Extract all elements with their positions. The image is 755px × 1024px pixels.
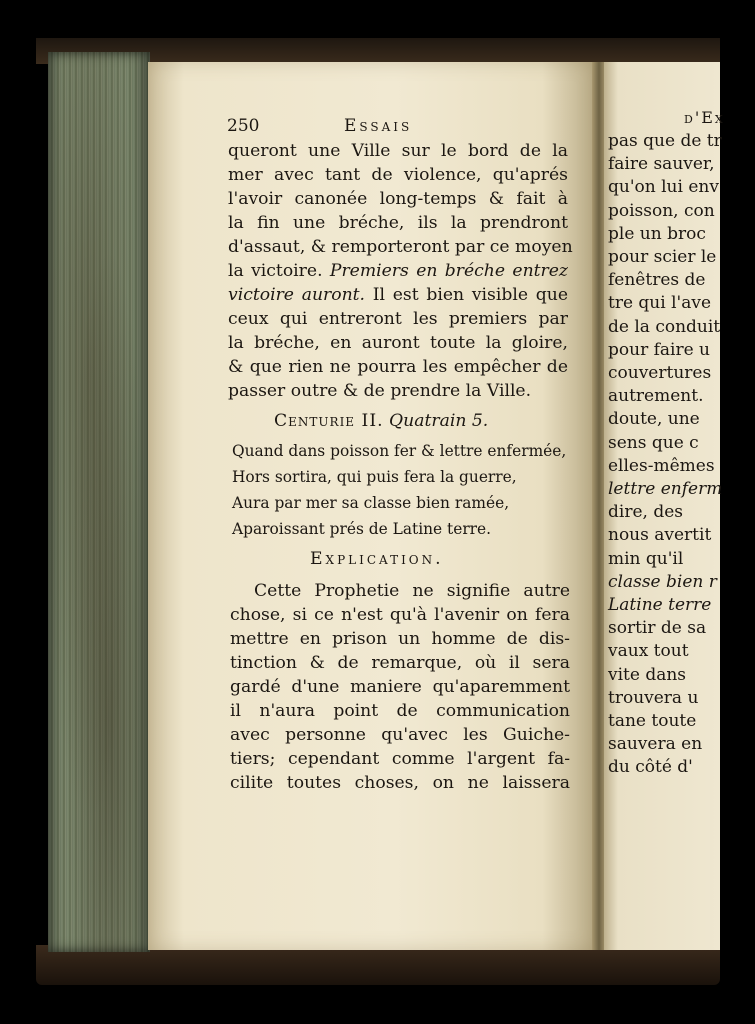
text-roman: Il est bien visible que	[372, 285, 568, 305]
section-heading-roman: Centurie II.	[274, 411, 384, 431]
right-text-line: classe bien r	[608, 571, 717, 592]
right-text-line: ple un broc	[608, 223, 706, 244]
quatrain-line: Aparoissant prés de Latine terre.	[232, 520, 492, 538]
text-line: ceux qui entreront les premiers par	[228, 309, 568, 329]
right-text-line: fenêtres de	[608, 270, 706, 291]
right-text-line: min qu'il	[608, 548, 684, 569]
right-text-line: dire, des	[608, 502, 683, 523]
right-text-line: pas que de tr	[608, 131, 722, 151]
text-line: queront une Ville sur le bord de la	[228, 141, 568, 161]
text-line: & que rien ne pourra les empêcher de	[228, 357, 568, 377]
text-line: tinction & de remarque, où il sera	[230, 653, 570, 673]
section-heading-italic: Quatrain 5.	[389, 411, 489, 431]
text-line: la fin une bréche, ils la prendront	[228, 213, 568, 233]
right-text-line: trouvera u	[608, 687, 699, 708]
text-line: avec personne qu'avec les Guiche-	[230, 725, 570, 745]
right-text-line: de la conduit	[608, 316, 721, 337]
text-line: cilite toutes choses, on ne laissera	[230, 773, 570, 793]
right-text-line: autrement.	[608, 386, 704, 407]
right-text-line: faire sauver,	[608, 154, 715, 175]
explication-heading: Explication.	[310, 549, 444, 569]
right-text-line: couvertures	[608, 363, 712, 383]
text-line: il n'aura point de communication	[230, 701, 570, 721]
right-page-clip	[604, 62, 725, 950]
right-running-head: d'Ex	[684, 108, 725, 127]
quatrain-line: Aura par mer sa classe bien ramée,	[232, 494, 510, 512]
right-text-line: pour faire u	[608, 339, 710, 360]
text-line: mer avec tant de violence, qu'aprés	[228, 165, 568, 185]
right-text-line: vite dans	[608, 664, 687, 685]
page-number: 250	[227, 116, 260, 136]
right-text-line: vaux tout	[608, 641, 689, 662]
right-text-line: tane toute	[608, 711, 697, 731]
text-roman: la victoire.	[228, 261, 323, 281]
right-text-line: pour scier le	[608, 247, 717, 267]
right-text-line: tre qui l'ave	[608, 293, 712, 314]
right-text-line: sortir de sa	[608, 618, 707, 639]
text-line: Cette Prophetie ne signifie autre	[254, 581, 570, 601]
right-text-line: lettre enferm	[608, 479, 723, 499]
right-text-line: doute, une	[608, 409, 700, 430]
right-text-line: sauvera en	[608, 734, 703, 755]
text-italic: Premiers en bréche entrez	[329, 261, 568, 281]
text-line: mettre en prison un homme de dis-	[230, 629, 570, 649]
text-line: chose, si ce n'est qu'à l'avenir on fera	[230, 605, 570, 625]
right-text-line: Latine terre	[608, 595, 712, 615]
right-text-line: nous avertit	[608, 525, 712, 546]
right-text-line: du côté d'	[608, 757, 693, 778]
text-line: passer outre & de prendre la Ville.	[228, 381, 532, 401]
text-italic: victoire auront.	[228, 285, 366, 305]
quatrain-line: Quand dans poisson fer & lettre enfermée,	[232, 442, 567, 460]
quatrain-line: Hors sortira, qui puis fera la guerre,	[232, 468, 517, 486]
right-text-line: sens que c	[608, 432, 699, 453]
right-text-line: poisson, con	[608, 200, 715, 221]
text-line: l'avoir canonée long-temps & fait à	[228, 189, 568, 209]
text-line: gardé d'une maniere qu'aparemment	[230, 677, 570, 697]
text-line: la bréche, en auront toute la gloire,	[228, 333, 568, 353]
right-text-line: qu'on lui env	[608, 177, 719, 198]
running-head: Essais	[344, 116, 413, 136]
text-line: d'assaut, & remporteront par ce moyen	[228, 237, 573, 257]
right-text-line: elles-mêmes	[608, 455, 715, 476]
text-line: tiers; cependant comme l'argent fa-	[230, 749, 570, 769]
